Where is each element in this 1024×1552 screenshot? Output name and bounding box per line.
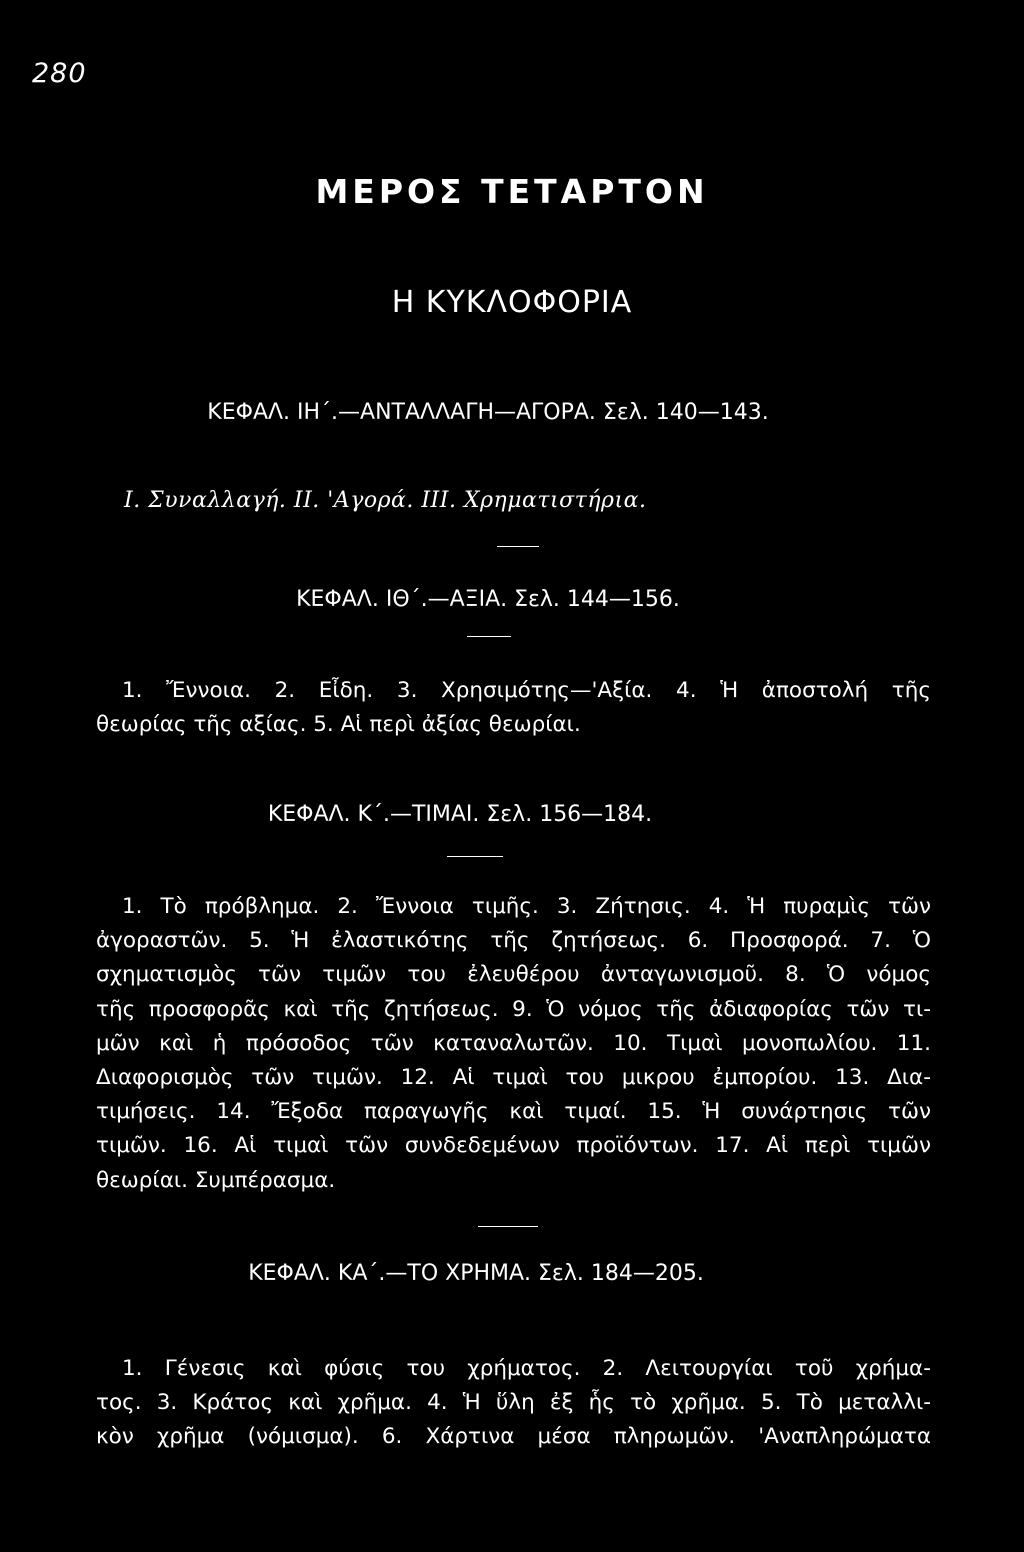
divider-rule <box>447 856 503 857</box>
toc-line: κὸν χρῆμα (νόμισμα). 6. Χάρτινα μέσα πληρωμῶν. 'Αναπληρώματα <box>96 1424 931 1450</box>
toc-line: τιμῶν. 16. Αἱ τιμαὶ τῶν συνδεδεμένων προϊόντων. 17. Αἱ περὶ τιμῶν <box>96 1133 931 1159</box>
chapter-19-heading: ΚΕΦΑΛ. ΙΘ΄.—ΑΞΙΑ. Σελ. 144—156. <box>296 587 680 612</box>
chapter-18-subtitle: Ι. Συναλλαγή. ΙΙ. 'Αγορά. ΙΙΙ. Χρηματιστήρια. <box>124 488 647 513</box>
chapter-21-heading: ΚΕΦΑΛ. ΚΑ΄.—ΤΟ ΧΡΗΜΑ. Σελ. 184—205. <box>248 1261 704 1286</box>
page-number: 280 <box>32 58 87 89</box>
toc-line: 1. Τὸ πρόβλημα. 2. Ἔννοια τιμῆς. 3. Ζήτησις. 4. Ἡ πυραμὶς τῶν <box>122 894 931 919</box>
chapter-21-contents <box>96 1352 931 1455</box>
toc-line: θεωρίαι. Συμπέρασμα. <box>96 1167 336 1193</box>
toc-line: Διαφορισμὸς τῶν τιμῶν. 12. Αἱ τιμαὶ του μικρου ἐμπορίου. 13. Δια- <box>96 1065 931 1091</box>
toc-line: τῆς προσφορᾶς καὶ τῆς ζητήσεως. 9. Ὁ νόμος τῆς ἀδιαφορίας τῶν τι- <box>96 996 931 1022</box>
toc-line: 1. Ἔννοια. 2. Εἶδη. 3. Χρησιμότης—'Αξία. 4. Ἡ ἀποστολή τῆς <box>122 678 931 703</box>
chapter-19-contents <box>96 674 931 742</box>
chapter-18-heading: ΚΕΦΑΛ. ΙΗ΄.—ΑΝΤΑΛΛΑΓΗ—ΑΓΟΡΑ. Σελ. 140—143. <box>207 400 769 425</box>
toc-line: θεωρίας τῆς αξίας. 5. Αἱ περὶ ἀξίας θεωρίαι. <box>96 712 581 738</box>
divider-rule <box>467 636 511 637</box>
chapter-20-heading: ΚΕΦΑΛ. Κ΄.—ΤΙΜΑΙ. Σελ. 156—184. <box>267 802 653 827</box>
divider-rule <box>478 1226 538 1227</box>
toc-line: σχηματισμὸς τῶν τιμῶν του ἐλευθέρου ἀνταγωνισμοῦ. 8. Ὁ νόμος <box>96 962 931 988</box>
toc-line: ἀγοραστῶν. 5. Ἡ ἐλαστικότης τῆς ζητήσεως. 6. Προσφορά. 7. Ὁ <box>96 928 931 954</box>
chapter-20-contents <box>96 890 931 1198</box>
toc-line: μῶν καὶ ἡ πρόσοδος τῶν καταναλωτῶν. 10. Τιμαὶ μονοπωλίου. 11. <box>96 1030 931 1056</box>
divider-rule <box>497 546 539 547</box>
toc-line: τος. 3. Κράτος καὶ χρῆμα. 4. Ἡ ὕλη ἐξ ἧς τὸ χρῆμα. 5. Τὸ μεταλλι- <box>96 1390 931 1416</box>
part-title: ΜΕΡΟΣ ΤΕΤΑΡΤΟΝ <box>315 172 709 211</box>
section-title: Η ΚΥΚΛΟΦΟΡΙΑ <box>391 285 633 320</box>
toc-line: 1. Γένεσις καὶ φύσις του χρήματος. 2. Λειτουργίαι τοῦ χρήμα- <box>122 1356 931 1381</box>
toc-line: τιμήσεις. 14. Ἔξοδα παραγωγῆς καὶ τιμαί. 15. Ἡ συνάρτησις τῶν <box>96 1099 931 1125</box>
